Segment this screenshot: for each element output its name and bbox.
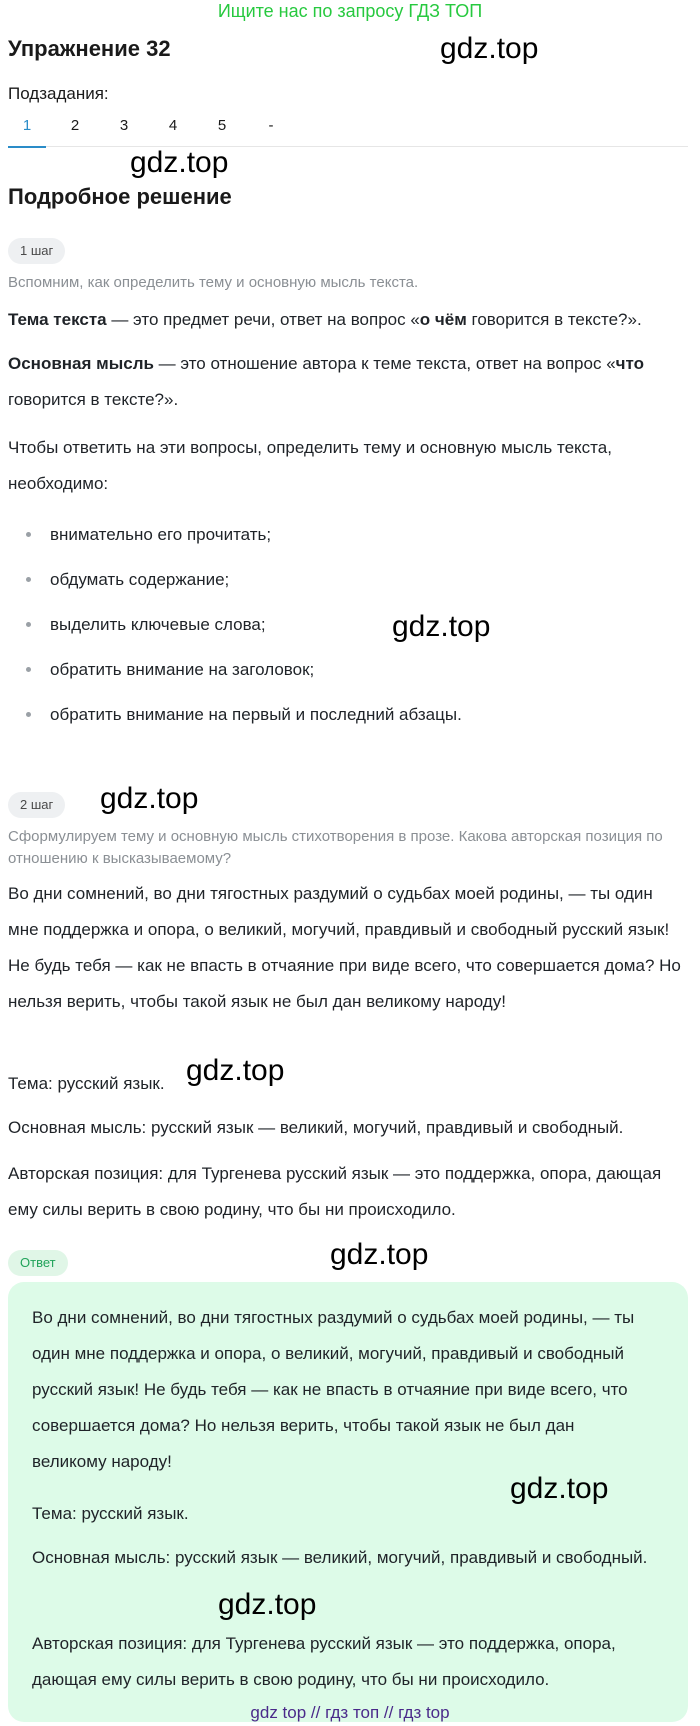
answer-poem: Во дни сомнений, во дни тягостных раздумий о судьбах моей родины, — ты один мне поддержка и опора, о великий, могучий, правдивый и свободный русский язык! Не будь тебя — как не впасть в отчаяние при виде всего, что совершается дома? Но нельзя верить, чтобы такой язык не был дан великому народу! xyxy=(32,1308,635,1471)
bullet-dot-icon xyxy=(26,667,31,672)
subtasks-label: Подзадания: xyxy=(8,84,109,103)
tab-1[interactable]: 1 xyxy=(8,112,46,148)
page-title: Упражнение 32 xyxy=(8,36,171,61)
definition-main-idea: Основная мысль — это отношение автора к теме текста, ответ на вопрос «что говорится в тексте?». xyxy=(8,354,645,409)
watermark: gdz.top xyxy=(330,1238,429,1271)
answer-badge: Ответ xyxy=(8,1250,68,1276)
bullet-dot-icon xyxy=(26,577,31,582)
answer-main-idea: Основная мысль: русский язык — великий, могучий, правдивый и свободный. xyxy=(32,1548,648,1567)
poem-text: Во дни сомнений, во дни тягостных раздумий о судьбах моей родины, — ты один мне поддержка и опора, о великий, могучий, правдивый и свободный русский язык! Не будь тебя — как не впасть в отчаяние при виде всего, что совершается дома? Но нельзя верить, чтобы такой язык не был дан великому народу! xyxy=(8,884,681,1011)
main-idea-text: Основная мысль: русский язык — великий, могучий, правдивый и свободный. xyxy=(8,1118,624,1137)
definition-theme: Тема текста — это предмет речи, ответ на вопрос «о чём говорится в тексте?». xyxy=(8,310,642,329)
list-item: обратить внимание на заголовок; xyxy=(8,647,462,692)
search-banner: Ищите нас по запросу ГДЗ ТОП xyxy=(217,1,483,21)
bullet-dot-icon xyxy=(26,712,31,717)
watermark: gdz.top xyxy=(510,1472,609,1505)
watermark: gdz.top xyxy=(130,146,229,179)
list-item: выделить ключевые слова; xyxy=(8,602,462,647)
author-position-text: Авторская позиция: для Тургенева русский язык — это поддержка, опора, дающая ему силы верить в свою родину, что бы ни происходило. xyxy=(8,1164,662,1219)
bullet-dot-icon xyxy=(26,532,31,537)
list-item: обдумать содержание; xyxy=(8,557,462,602)
footer-links[interactable]: gdz top // гдз топ // гдз top xyxy=(250,1703,450,1722)
watermark: gdz.top xyxy=(440,32,539,65)
watermark: gdz.top xyxy=(186,1054,285,1087)
tab-4[interactable]: 4 xyxy=(168,117,178,134)
watermark: gdz.top xyxy=(218,1588,317,1621)
instruction-paragraph: Чтобы ответить на эти вопросы, определить тему и основную мысль текста, необходимо: xyxy=(8,438,612,493)
answer-theme: Тема: русский язык. xyxy=(32,1504,189,1523)
watermark: gdz.top xyxy=(100,782,199,815)
step-badge: 2 шаг xyxy=(8,792,65,818)
step-hint: Сформулируем тему и основную мысль стихотворения в прозе. Какова авторская позиция по отношению к высказываемому? xyxy=(8,828,663,867)
list-item: внимательно его прочитать; xyxy=(8,512,462,557)
answer-author-position: Авторская позиция: для Тургенева русский язык — это поддержка, опора, дающая ему силы верить в свою родину, что бы ни происходило. xyxy=(32,1634,616,1689)
step-badge: 1 шаг xyxy=(8,238,65,264)
tab-dash[interactable]: - xyxy=(268,117,274,134)
bullet-dot-icon xyxy=(26,622,31,627)
tab-3[interactable]: 3 xyxy=(119,117,129,134)
tab-5[interactable]: 5 xyxy=(217,117,227,134)
theme-text: Тема: русский язык. xyxy=(8,1074,165,1093)
list-item: обратить внимание на первый и последний абзацы. xyxy=(8,692,462,737)
subtask-tabs xyxy=(8,112,688,147)
tab-2[interactable]: 2 xyxy=(70,117,80,134)
step-hint: Вспомним, как определить тему и основную мысль текста. xyxy=(8,274,419,291)
watermark: gdz.top xyxy=(392,610,491,643)
section-title: Подробное решение xyxy=(8,184,232,209)
